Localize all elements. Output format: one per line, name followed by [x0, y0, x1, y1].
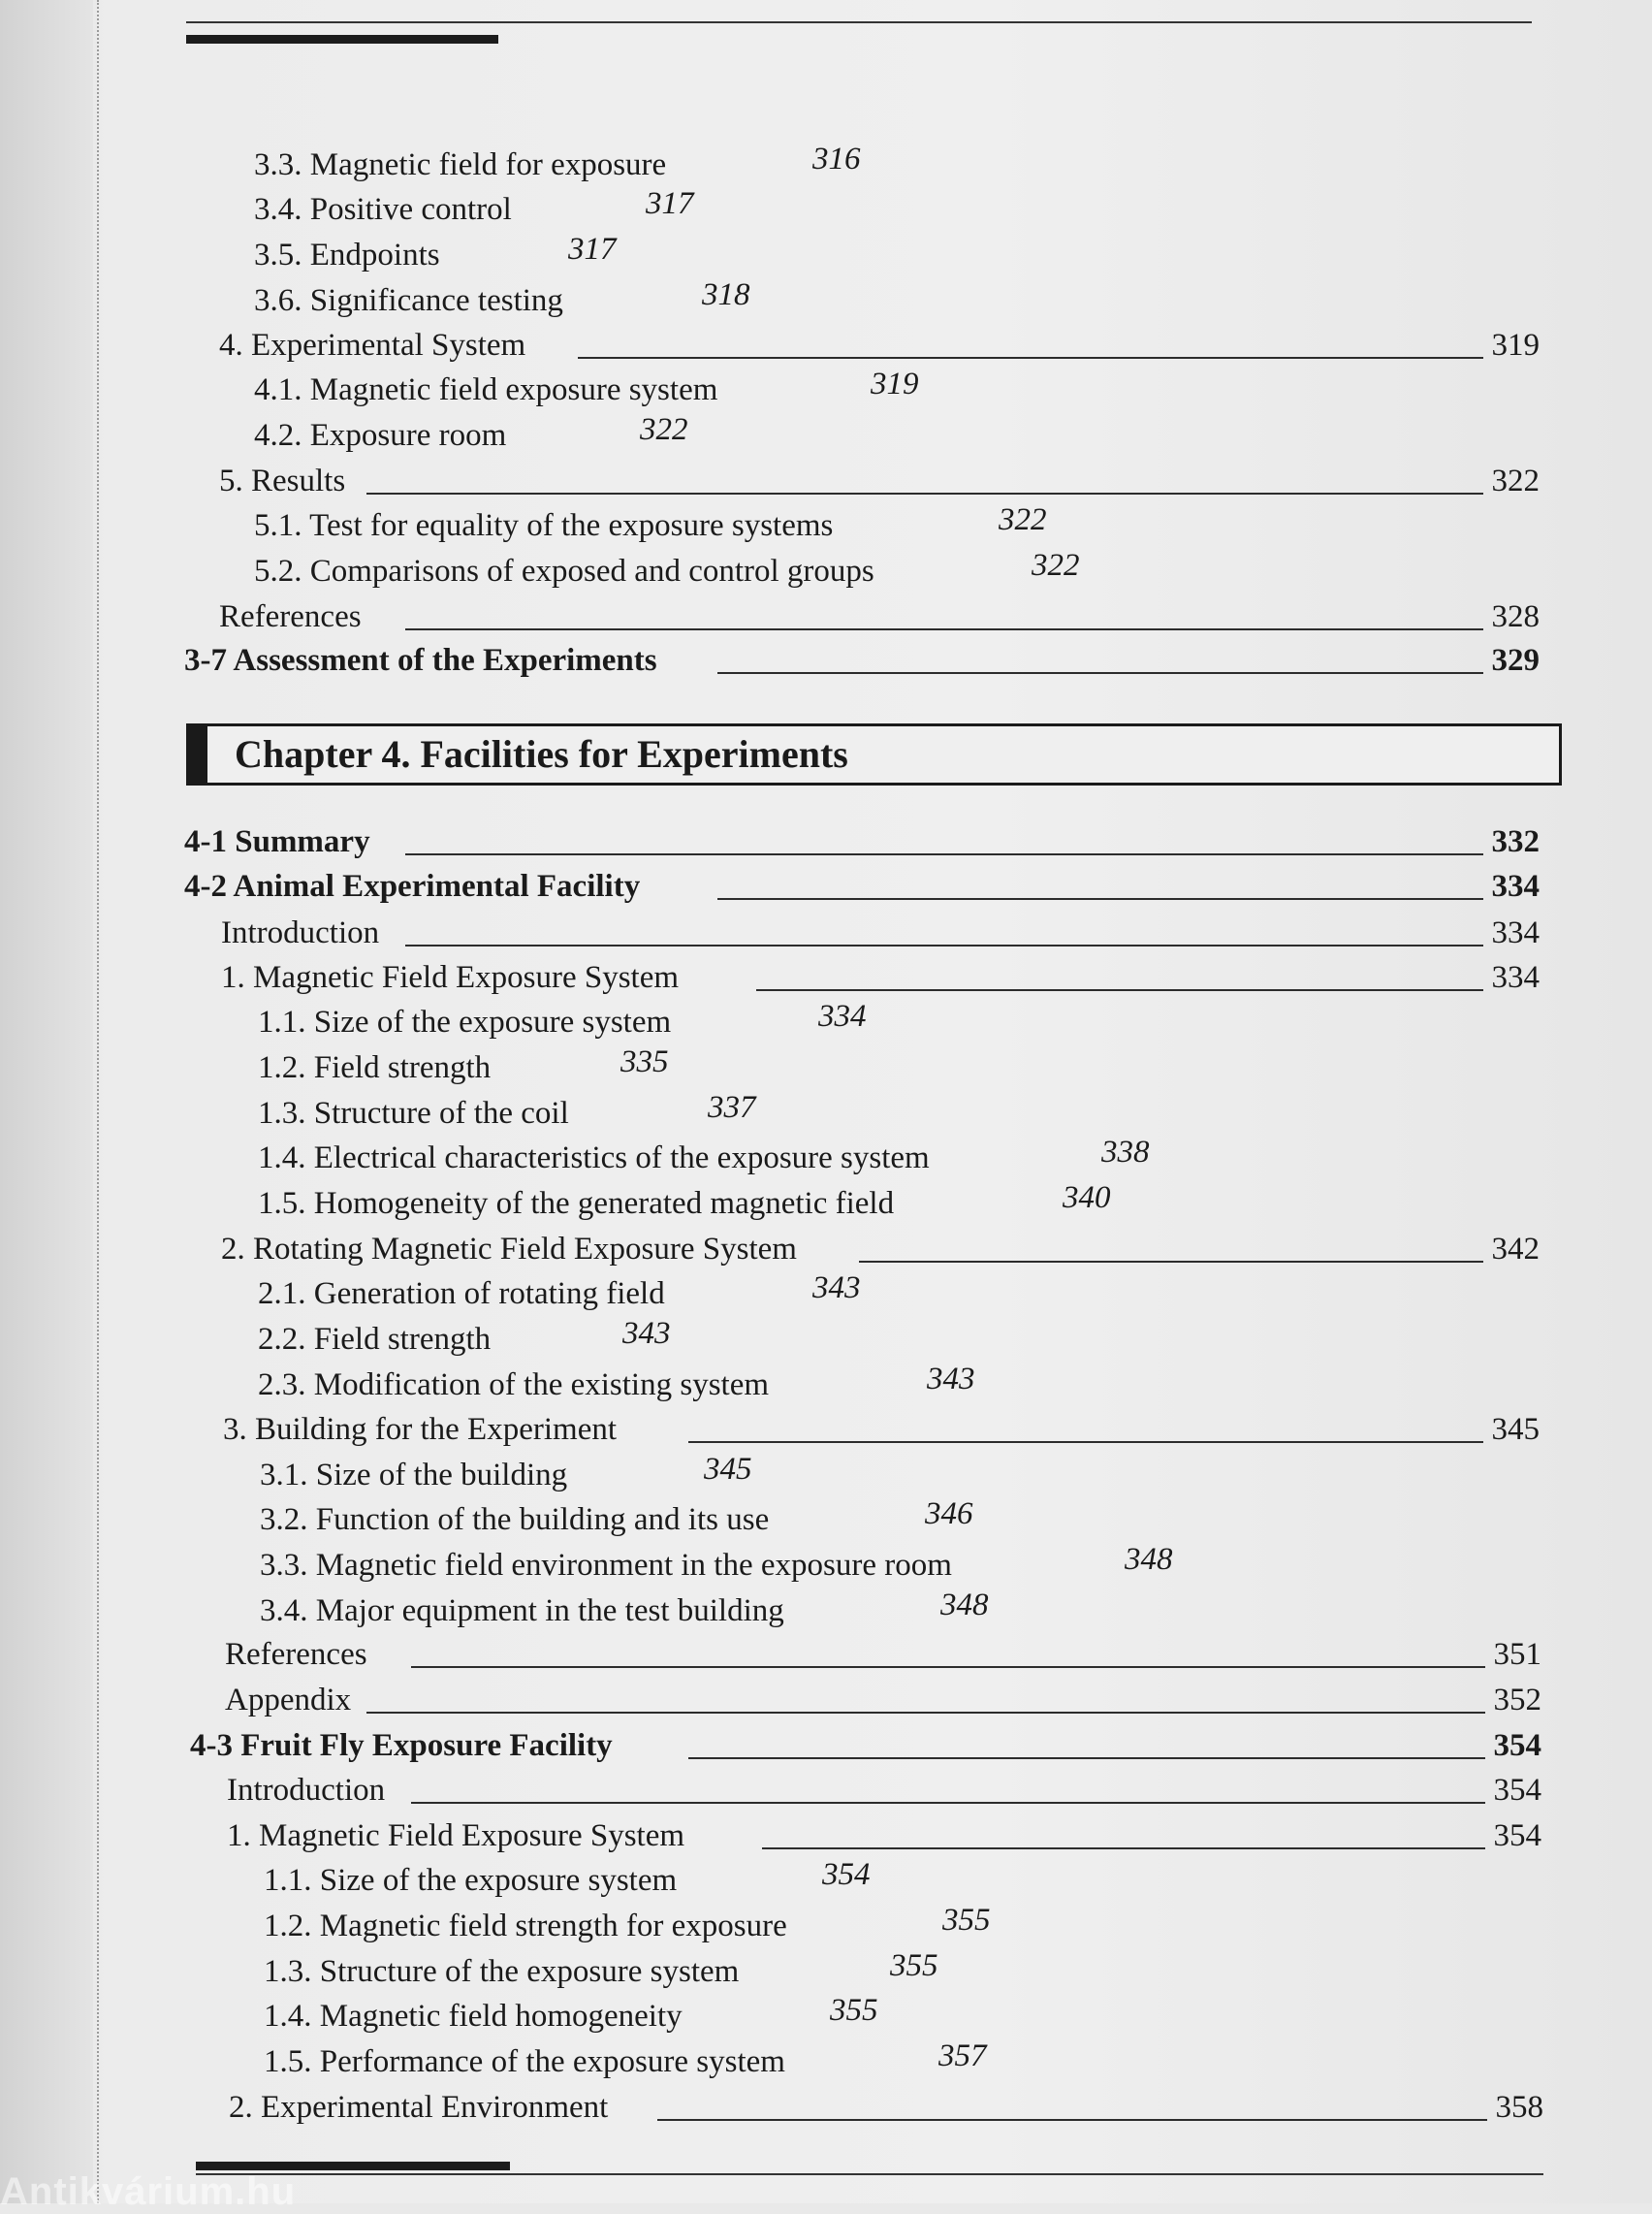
toc-entry	[260, 1544, 1229, 1587]
toc-entry-label: 5.2. Comparisons of exposed and control groups	[254, 554, 874, 589]
toc-entry	[225, 1679, 1541, 1721]
toc-entry-label: 4-3 Fruit Fly Exposure Facility	[190, 1728, 613, 1763]
toc-entry-page: 345	[1491, 1412, 1540, 1447]
toc-entry-page: 346	[925, 1496, 973, 1531]
toc-entry-page: 357	[938, 2038, 987, 2073]
toc-entry-label: 1.3. Structure of the coil	[258, 1096, 569, 1131]
toc-entry	[254, 144, 933, 186]
toc-entry-label: 2.1. Generation of rotating field	[258, 1276, 665, 1311]
toc-entry-page: 319	[871, 367, 919, 401]
toc-entry-label: 2.3. Modification of the existing system	[258, 1367, 770, 1402]
chapter-heading-box	[186, 723, 1562, 786]
toc-leader	[411, 1802, 1485, 1804]
toc-entry	[229, 2086, 1543, 2129]
toc-section-entry	[190, 1724, 1541, 1767]
toc-entry	[254, 369, 1030, 411]
toc-entry-page: 354	[1493, 1773, 1541, 1808]
toc-entry	[221, 956, 1540, 999]
page-gutter	[0, 0, 93, 2203]
toc-leader	[366, 1712, 1485, 1714]
toc-entry-label: 4.1. Magnetic field exposure system	[254, 372, 718, 407]
toc-entry-page: 332	[1491, 824, 1540, 859]
footer-rule	[196, 2173, 1543, 2175]
toc-entry-label: 4-2 Animal Experimental Facility	[184, 869, 641, 904]
toc-entry	[260, 1589, 1132, 1632]
toc-entry-label: 1. Magnetic Field Exposure System	[221, 960, 680, 995]
toc-entry-label: 1.5. Homogeneity of the generated magnetic field	[258, 1186, 895, 1221]
toc-entry-label: 1. Magnetic Field Exposure System	[227, 1818, 685, 1853]
toc-entry-page: 334	[1491, 960, 1540, 995]
footer-bar	[196, 2162, 510, 2170]
toc-entry-label: 1.3. Structure of the exposure system	[264, 1954, 740, 1989]
toc-entry	[227, 1814, 1541, 1857]
toc-entry-label: 3.3. Magnetic field for exposure	[254, 147, 667, 182]
toc-entry-page: 322	[999, 502, 1047, 537]
toc-entry	[258, 1318, 1033, 1361]
toc-leader	[366, 493, 1483, 495]
toc-entry-label: 1.1. Size of the exposure system	[258, 1005, 672, 1040]
toc-leader	[657, 2119, 1487, 2121]
toc-entry-label: 4.2. Exposure room	[254, 418, 507, 453]
toc-entry-page: 334	[818, 999, 867, 1034]
toc-entry-label: 3.6. Significance testing	[254, 283, 563, 318]
toc-entry-page: 348	[940, 1588, 989, 1622]
toc-entry-page: 328	[1491, 599, 1540, 634]
toc-entry-label: 3.1. Size of the building	[260, 1458, 568, 1492]
toc-entry-label: 1.1. Size of the exposure system	[264, 1863, 678, 1898]
toc-entry-page: 337	[708, 1090, 756, 1125]
toc-entry-label: 2. Rotating Magnetic Field Exposure System	[221, 1232, 797, 1267]
toc-entry-page: 316	[812, 142, 861, 176]
toc-entry	[254, 234, 933, 276]
toc-entry	[219, 460, 1540, 502]
toc-entry-page: 342	[1491, 1232, 1540, 1267]
toc-entry	[223, 1408, 1540, 1451]
toc-entry-label: 3.2. Function of the building and its use	[260, 1502, 770, 1537]
toc-entry-label: Introduction	[221, 915, 380, 950]
toc-entry	[254, 550, 1127, 593]
toc-entry	[258, 1272, 1033, 1315]
toc-entry-page: 318	[702, 277, 750, 312]
toc-entry-page: 355	[890, 1948, 938, 1983]
toc-leader	[859, 1261, 1483, 1263]
header-rule	[186, 21, 1532, 23]
toc-section-entry	[184, 865, 1540, 908]
toc-entry-page: 354	[1493, 1818, 1541, 1853]
toc-entry-page: 319	[1491, 328, 1540, 363]
toc-entry	[258, 1092, 1033, 1135]
toc-entry-page: 351	[1493, 1637, 1541, 1672]
toc-entry-page: 322	[640, 412, 688, 447]
toc-entry-page: 348	[1125, 1542, 1173, 1577]
toc-entry-label: 4. Experimental System	[219, 328, 526, 363]
toc-entry-label: 5.1. Test for equality of the exposure systems	[254, 508, 834, 543]
toc-entry-label: 1.2. Field strength	[258, 1050, 492, 1085]
toc-entry-label: 3.5. Endpoints	[254, 238, 440, 273]
toc-entry	[258, 1001, 1033, 1043]
toc-entry-label: 5. Results	[219, 464, 346, 498]
toc-entry	[227, 1769, 1541, 1812]
toc-entry-page: 322	[1032, 548, 1080, 583]
toc-entry-page: 340	[1063, 1180, 1111, 1215]
toc-entry-label: 1.4. Magnetic field homogeneity	[264, 1999, 683, 2034]
toc-leader	[688, 1441, 1483, 1443]
toc-leader	[405, 628, 1483, 630]
toc-entry-label: 1.5. Performance of the exposure system	[264, 2044, 785, 2079]
toc-entry-label: 1.4. Electrical characteristics of the exposure system	[258, 1140, 930, 1175]
toc-entry-page: 329	[1491, 643, 1540, 678]
toc-entry	[258, 1182, 1227, 1225]
toc-entry-page: 358	[1495, 2090, 1543, 2125]
toc-leader	[717, 898, 1483, 900]
toc-entry-page: 343	[812, 1270, 861, 1305]
toc-entry-page: 338	[1101, 1135, 1150, 1170]
toc-entry-page: 355	[830, 1993, 878, 2028]
toc-entry	[254, 504, 1127, 547]
toc-entry	[258, 1046, 1033, 1089]
toc-entry-label: 3. Building for the Experiment	[223, 1412, 618, 1447]
toc-entry-label: 4-1 Summary	[184, 824, 370, 859]
toc-entry-label: Appendix	[225, 1683, 352, 1717]
toc-entry-label: Introduction	[227, 1773, 386, 1808]
toc-entry-label: References	[225, 1637, 367, 1672]
toc-entry	[254, 279, 933, 322]
toc-leader	[688, 1757, 1485, 1759]
toc-entry	[264, 1859, 1039, 1902]
header-bar	[186, 35, 498, 44]
toc-entry-page: 354	[822, 1857, 871, 1892]
toc-leader	[717, 672, 1483, 674]
toc-entry-page: 334	[1491, 869, 1540, 904]
toc-entry-page: 317	[568, 232, 617, 267]
toc-entry-page: 334	[1491, 915, 1540, 950]
toc-entry-page: 352	[1493, 1683, 1541, 1717]
toc-leader	[756, 989, 1483, 991]
toc-entry	[221, 1228, 1540, 1270]
chapter-title: Chapter 4. Facilities for Experiments	[235, 732, 848, 776]
toc-leader	[578, 357, 1483, 359]
toc-section-entry	[184, 639, 1540, 682]
toc-entry-page: 343	[622, 1316, 671, 1351]
toc-entry	[260, 1454, 1035, 1496]
toc-entry-page: 335	[620, 1044, 669, 1079]
toc-entry	[254, 188, 933, 231]
toc-leader	[405, 945, 1483, 947]
toc-entry-page: 317	[646, 186, 694, 221]
toc-entry-label: 3.3. Magnetic field environment in the exposure room	[260, 1548, 952, 1583]
toc-entry-label: 1.2. Magnetic field strength for exposure	[264, 1909, 787, 1943]
toc-entry	[221, 912, 1540, 954]
toc-entry-page: 354	[1493, 1728, 1541, 1763]
toc-entry	[260, 1498, 1132, 1541]
toc-entry	[264, 1905, 1039, 1947]
toc-entry	[219, 595, 1540, 638]
toc-entry	[225, 1633, 1541, 1676]
toc-leader	[411, 1666, 1485, 1668]
toc-entry-page: 345	[704, 1452, 752, 1487]
toc-leader	[762, 1847, 1485, 1849]
toc-entry-page: 322	[1491, 464, 1540, 498]
toc-entry-label: 3.4. Major equipment in the test building	[260, 1593, 784, 1628]
toc-entry-label: 2. Experimental Environment	[229, 2090, 609, 2125]
toc-entry	[264, 1950, 1039, 1993]
toc-entry	[258, 1364, 1130, 1406]
toc-entry-label: 3-7 Assessment of the Experiments	[184, 643, 657, 678]
toc-entry	[219, 324, 1540, 367]
gutter-dotted-line	[97, 0, 99, 2203]
toc-entry	[264, 2040, 1039, 2083]
toc-entry	[258, 1137, 1227, 1179]
toc-entry-page: 355	[942, 1903, 991, 1938]
watermark: Antikvárium.hu	[0, 2170, 297, 2213]
toc-entry-label: References	[219, 599, 362, 634]
toc-entry	[254, 414, 933, 457]
toc-leader	[405, 853, 1483, 855]
toc-entry-page: 343	[927, 1362, 975, 1396]
toc-entry-label: 2.2. Field strength	[258, 1322, 492, 1357]
toc-section-entry	[184, 820, 1540, 863]
toc-entry	[264, 1995, 1039, 2038]
toc-entry-label: 3.4. Positive control	[254, 192, 512, 227]
